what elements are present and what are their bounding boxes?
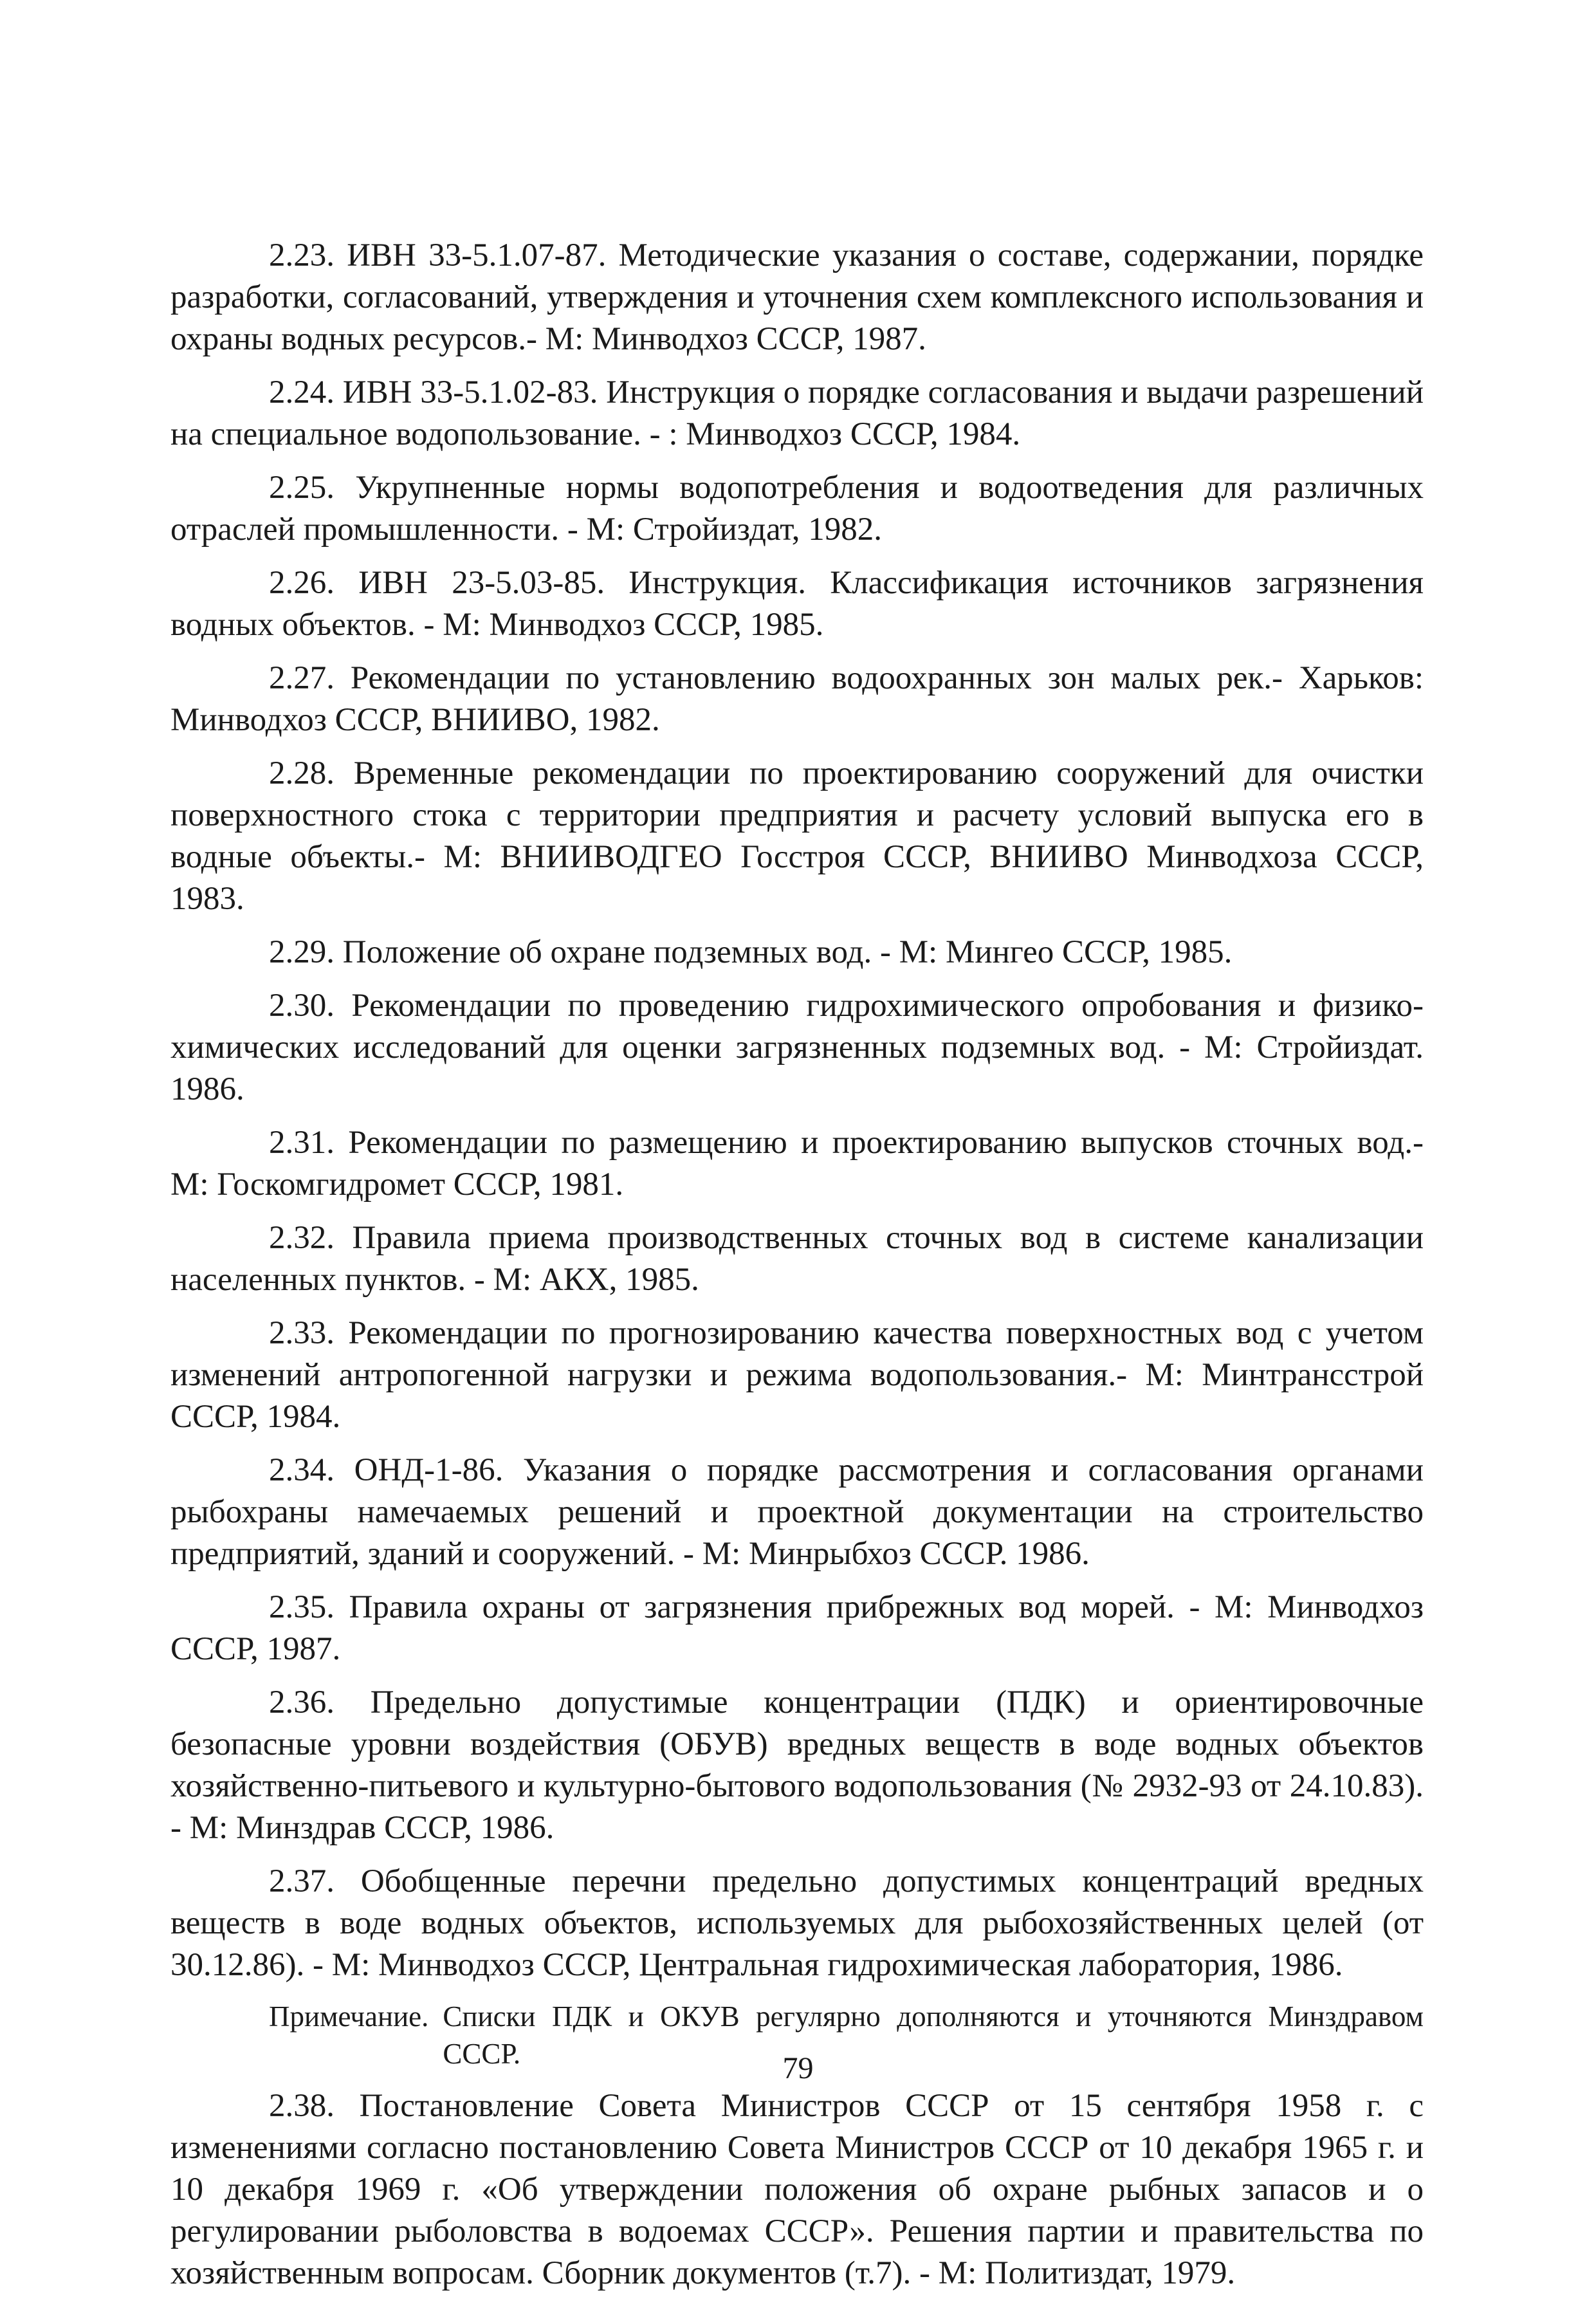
note-label: Примечание. — [269, 2000, 429, 2033]
reference-entry-2-28: 2.28. Временные рекомендации по проектированию сооружений для очистки поверхностного стока с территории предприятия и расчету условий выпуска его в водные объекты.- М: ВНИИВОДГЕО Госстроя СССР, ВНИИВО Минводхоза СССР, 1983. — [170, 755, 1424, 917]
reference-entry-2-23: 2.23. ИВН 33-5.1.07-87. Методические указания о составе, содержании, порядке разработки, согласований, утверждения и уточнения схем комплексного использования и охраны водных ресурсов.- М: Минводхоз СССР, 1987. — [170, 237, 1424, 357]
reference-entry-2-30: 2.30. Рекомендации по проведению гидрохимического опробования и физико-химических исследований для оценки загрязненных подземных вод. - М: Стройиздат. 1986. — [170, 988, 1424, 1107]
reference-entry-2-29: 2.29. Положение об охране подземных вод. - М: Мингео СССР, 1985. — [269, 934, 1233, 970]
reference-entry-2-31: 2.31. Рекомендации по размещению и проектированию выпусков сточных вод.- М: Госкомгидромет СССР, 1981. — [170, 1125, 1424, 1203]
reference-entry-2-34: 2.34. ОНД-1-86. Указания о порядке рассмотрения и согласования органами рыбохраны намечаемых решений и проектной документации на строительство предприятий, зданий и сооружений. - М: Минрыбхоз СССР. 1986. — [170, 1452, 1424, 1572]
reference-entry-2-27: 2.27. Рекомендации по установлению водоохранных зон малых рек.- Харьков: Минводхоз СССР, ВНИИВО, 1982. — [170, 660, 1424, 738]
reference-entry-2-38: 2.38. Постановление Совета Министров СССР от 15 сентября 1958 г. с изменениями согласно постановлению Совета Министров СССР от 10 декабря 1965 г. и 10 декабря 1969 г. «Об утверждении положения об охране рыбных запасов и о регулировании рыболовства в водоемах СССР». Решения партии и правительства по хозяйственным вопросам. Сборник документов (т.7). - М: Политиздат, 1979. — [170, 2088, 1424, 2291]
page-number: 79 — [782, 2051, 814, 2085]
reference-entry-2-37: 2.37. Обобщенные перечни предельно допустимых концентраций вредных веществ в воде водных объектов, используемых для рыбохозяйственных целей (от 30.12.86). - М: Минводхоз СССР, Центральная гидрохимическая лаборатория, 1986. — [170, 1863, 1424, 1983]
reference-entry-2-32: 2.32. Правила приема производственных сточных вод в системе канализации населенных пунктов. - М: АКХ, 1985. — [170, 1220, 1424, 1298]
reference-entry-2-25: 2.25. Укрупненные нормы водопотребления и водоотведения для различных отраслей промышленности. - М: Стройиздат, 1982. — [170, 470, 1424, 548]
reference-entry-2-26: 2.26. ИВН 23-5.03-85. Инструкция. Классификация источников загрязнения водных объектов. - М: Минводхоз СССР, 1985. — [170, 565, 1424, 643]
reference-list — [170, 235, 1424, 2306]
note-text: Списки ПДК и ОКУВ регулярно дополняются и уточняются Минздравом СССР. — [443, 2000, 1424, 2070]
reference-entry-2-33: 2.33. Рекомендации по прогнозированию качества поверхностных вод с учетом изменений антропогенной нагрузки и режима водопользования.- М: Минтрансстрой СССР, 1984. — [170, 1315, 1424, 1435]
reference-entry-2-36: 2.36. Предельно допустимые концентрации (ПДК) и ориентировочные безопасные уровни воздействия (ОБУВ) вредных веществ в воде водных объектов хозяйственно-питьевого и культурно-бытового водопользования (№ 2932-93 от 24.10.83). - М: Минздрав СССР, 1986. — [170, 1684, 1424, 1846]
reference-entry-2-24: 2.24. ИВН 33-5.1.02-83. Инструкция о порядке согласования и выдачи разрешений на специальное водопользование. - : Минводхоз СССР, 1984. — [170, 374, 1424, 452]
reference-entry-2-35: 2.35. Правила охраны от загрязнения прибрежных вод морей. - М: Минводхоз СССР, 1987. — [170, 1589, 1424, 1667]
